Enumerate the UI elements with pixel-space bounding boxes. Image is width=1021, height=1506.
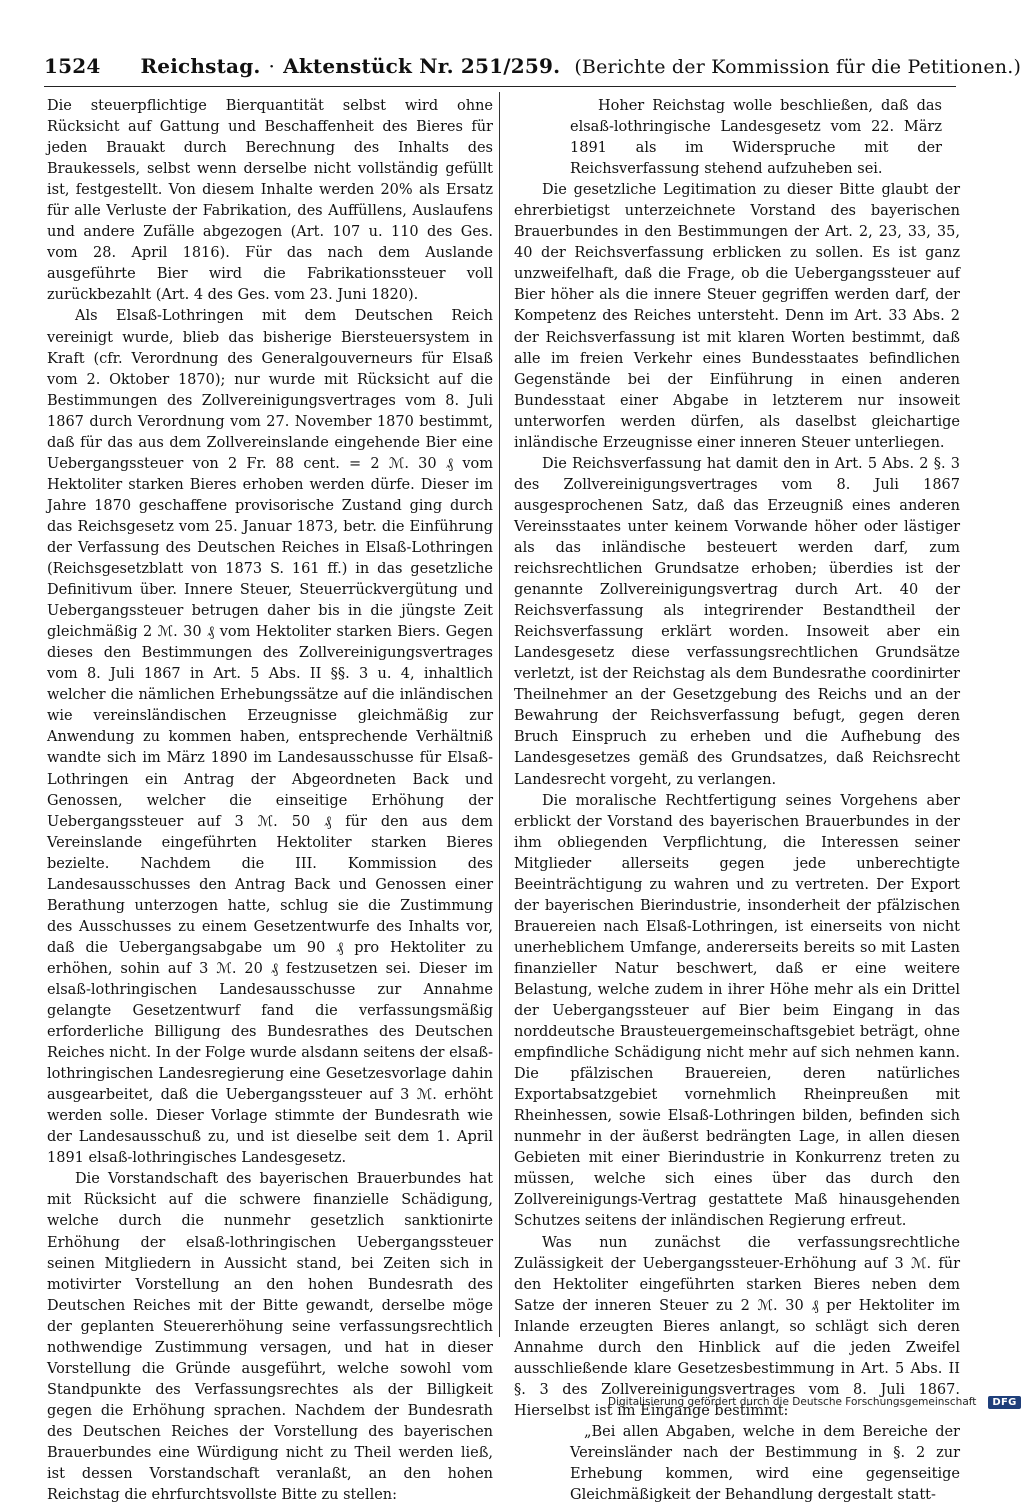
- right-paragraph: Die moralische Rechtfertigung seines Vorgehens aber erblickt der Vorstand des bayerischen Brauerbundes in der ihm obliegenden Verpflichtung, die Interessen seiner Mitglieder allerseits gegen jede unberechtigte Beeinträchtigung zu wahren und zu vertreten. Der Export der bayerischen Bierindustrie, insonderheit der pfälzischen Brauereien nach Elsaß-Lothringen, ist einerseits von nicht unerheblichem Umfange, andererseits bereits so mit Lasten finanzieller Natur beschwert, daß er eine weitere Belastung, welche zudem in ihrer Höhe mehr als ein Drittel der Uebergangssteuer auf Bier beim Eingang in das norddeutsche Brausteuergemeinschaftsgebiet beträgt, ohne empfindliche Schädigung nicht mehr auf sich nehmen kann. Die pfälzischen Brauereien, deren natürliches Exportabsatzgebiet vornehmlich Rheinpreußen mit Rheinhessen, sowie Elsaß-Lothringen bilden, befinden sich nunmehr in der äußerst bedrängten Lage, in allen diesen Gebieten mit einer Bierindustrie in Konkurrenz treten zu müssen, welche sich eines über das durch den Zollvereinigungs-Vertrag gestattete Maß hinausgehenden Schutzes seitens der inländischen Regierung erfreut.: [514, 792, 960, 1230]
- publication-title: Reichstag.: [140, 54, 261, 78]
- petition-motion: Hoher Reichstag wolle beschließen, daß das elsaß-lothringische Landesgesetz vom 22. März 1891 als im Widerspruche mit der Reichsverfassung stehend aufzuheben sei.: [570, 98, 942, 178]
- right-paragraph: Die Reichsverfassung hat damit den in Art. 5 Abs. 2 §. 3 des Zollvereinigungsvertrages vom 8. Juli 1867 ausgesprochenen Satz, daß das Erzeugniß eines anderen Vereinsstaates unter keinem Vorwande höher oder lästiger als das inländische besteuert werden darf, zum reichsrechtlichen Grundsatze erhoben; überdies ist der genannte Zollvereinigungsvertrag durch Art. 40 der Reichsverfassung als integrirender Bestandtheil der Reichsverfassung erklärt worden. Insoweit aber ein Landesgesetz diese verfassungsrechtlichen Grundsätze verletzt, ist der Reichstag als dem Bundesrathe coordinirter Theilnehmer an der Gesetzgebung des Reichs und an der Bewahrung der Reichsverfassung befugt, gegen deren Bruch Einspruch zu erheben und die Aufhebung des Landesgesetzes gemäß des Grundsatzes, daß Reichsrecht Landesrecht vorgeht, zu verlangen.: [514, 455, 960, 788]
- document-number: Aktenstück Nr. 251/259.: [283, 54, 561, 78]
- header-rule: [44, 86, 956, 87]
- column-divider: [499, 92, 500, 1337]
- credit-text: Digitalisierung gefördert durch die Deutsche Forschungsgemeinschaft: [608, 1396, 977, 1408]
- digitization-credit: [608, 1392, 1017, 1412]
- left-column: [47, 96, 493, 1504]
- page-number: 1524: [44, 54, 101, 78]
- running-header: [44, 54, 1021, 88]
- right-paragraph: Was nun zunächst die verfassungsrechtliche Zulässigkeit der Uebergangssteuer-Erhöhung auf 3 ℳ. für den Hektoliter eingeführten starken Bieres neben dem Satze der inneren Steuer zu 2 ℳ. 30 ₰ per Hektoliter im Inlande erzeugten Bieres anlangt, so schlägt sich deren Annahme durch den Hinblick auf die jeden Zweifel ausschließende klare Gesetzesbestimmung in Art. 5 Abs. II §. 3 des Zollvereinigungsvertrages vom 8. Juli 1867. Hierselbst ist im Eingange bestimmt:: [514, 1234, 960, 1419]
- right-paragraph: Die gesetzliche Legitimation zu dieser Bitte glaubt der ehrerbietigst unterzeichnete Vorstand des bayerischen Brauerbundes in den Bestimmungen der Art. 2, 23, 33, 35, 40 der Reichsverfassung erblicken zu sollen. Es ist ganz unzweifelhaft, daß die Frage, ob die Uebergangssteuer auf Bier höher als die innere Steuer gegriffen werden darf, der Kompetenz des Reiches untersteht. Denn im Art. 33 Abs. 2 der Reichsverfassung ist mit klaren Worten bestimmt, daß alle im freien Verkehr eines Bundesstaates befindlichen Gegenstände bei der Einführung in einen anderen Bundesstaat einer Abgabe in letzterem nur insoweit unterworfen werden dürfen, als daselbst gleichartige inländische Erzeugnisse einer inneren Steuer unterliegen.: [514, 182, 960, 451]
- left-paragraph: Die steuerpflichtige Bierquantität selbst wird ohne Rücksicht auf Gattung und Beschaffenheit des Bieres für jeden Brauakt durch Berechnung des Inhalts des Braukessels, selbst wenn derselbe nicht vollständig gefüllt ist, festgestellt. Von diesem Inhalte werden 20% als Ersatz für alle Verluste der Fabrikation, des Auffüllens, Auslaufens und andere Zufälle abgezogen (Art. 107 u. 110 des Ges. vom 28. April 1816). Für das nach dem Auslande ausgeführte Bier wird die Fabrikationssteuer voll zurückbezahlt (Art. 4 des Ges. vom 23. Juni 1820).: [47, 98, 493, 304]
- header-separator: ·: [268, 54, 276, 78]
- left-paragraph: Die Vorstandschaft des bayerischen Brauerbundes hat mit Rücksicht auf die schwere finanzielle Schädigung, welche durch die nunmehr gesetzlich sanktionirte Erhöhung der elsaß-lothringischen Uebergangssteuer seinen Mitgliedern in Aussicht stand, bei Zeiten sich in motivirter Vorstellung an den hohen Bundesrath des Deutschen Reiches mit der Bitte gewandt, derselbe möge der geplanten Steuererhöhung seine verfassungsrechtlich nothwendige Zustimmung versagen, und hat in dieser Vorstellung die Gründe ausgeführt, welche sowohl vom Standpunkte des Verfassungsrechtes als der Billigkeit gegen die Erhöhung sprachen. Nachdem der Bundesrath des Deutschen Reiches der Vorstellung des bayerischen Brauerbundes eine Würdigung nicht zu Theil werden ließ, ist dessen Vorstandschaft veranlaßt, an den hohen Reichstag die ehrfurchtsvollste Bitte zu stellen:: [47, 1171, 493, 1504]
- quoted-provision: „Bei allen Abgaben, welche in dem Bereiche der Vereinsländer nach der Bestimmung in §. 2 zur Erhebung kommen, wird eine gegenseitige Gleichmäßigkeit der Behandlung dergestalt statt-: [570, 1423, 960, 1504]
- dfg-logo-icon: DFG: [988, 1396, 1020, 1409]
- left-paragraph: Als Elsaß-Lothringen mit dem Deutschen Reich vereinigt wurde, blieb das bisherige Biersteuersystem in Kraft (cfr. Verordnung des Generalgouverneurs für Elsaß vom 2. Oktober 1870); nur wurde mit Rücksicht auf die Bestimmungen des Zollvereinigungsvertrages vom 8. Juli 1867 durch Verordnung vom 27. November 1870 bestimmt, daß für das aus dem Zollvereinslande eingehende Bier eine Uebergangssteuer von 2 Fr. 88 cent. = 2 ℳ. 30 ₰ vom Hektoliter starken Bieres erhoben werden dürfe. Dieser im Jahre 1870 geschaffene provisorische Zustand ging durch das Reichsgesetz vom 25. Januar 1873, betr. die Einführung der Verfassung des Deutschen Reiches in Elsaß-Lothringen (Reichsgesetzblatt von 1873 S. 161 ff.) in das gesetzliche Definitivum über. Innere Steuer, Steuerrückvergütung und Uebergangssteuer betrugen daher bis in die jüngste Zeit gleichmäßig 2 ℳ. 30 ₰ vom Hektoliter starken Biers. Gegen dieses den Bestimmungen des Zollvereinigungsvertrages vom 8. Juli 1867 in Art. 5 Abs. II §§. 3 u. 4, inhaltlich welcher die nämlichen Erhebungssätze auf die inländischen wie vereinsländischen Erzeugnisse gleichmäßig zur Anwendung zu kommen haben, entsprechende Verhältniß wandte sich im März 1890 im Landesausschusse für Elsaß-Lothringen ein Antrag der Abgeordneten Back und Genossen, welcher die einseitige Erhöhung der Uebergangssteuer auf 3 ℳ. 50 ₰ für den aus dem Vereinslande eingeführten Hektoliter starken Bieres bezielte. Nachdem die III. Kommission des Landesausschusses den Antrag Back und Genossen einer Berathung unterzogen hatte, schlug sie die Zustimmung des Ausschusses zu einem Gesetzentwurfe des Inhalts vor, daß die Uebergangsabgabe um 90 ₰ pro Hektoliter zu erhöhen, sohin auf 3 ℳ. 20 ₰ festzusetzen sei. Dieser im elsaß-lothringischen Landesausschusse zur Annahme gelangte Gesetzentwurf fand die verfassungsmäßig erforderliche Billigung des Bundesrathes des Deutschen Reiches nicht. In der Folge wurde alsdann seitens der elsaß-lothringischen Landesregierung eine Gesetzesvorlage dahin ausgearbeitet, daß die Uebergangssteuer auf 3 ℳ. erhöht werden solle. Dieser Vorlage stimmte der Bundesrath wie der Landesausschuß zu, und ist dieselbe seit dem 1. April 1891 elsaß-lothringisches Landesgesetz.: [47, 308, 493, 1167]
- commission-title: (Berichte der Kommission für die Petitionen.): [574, 56, 1021, 78]
